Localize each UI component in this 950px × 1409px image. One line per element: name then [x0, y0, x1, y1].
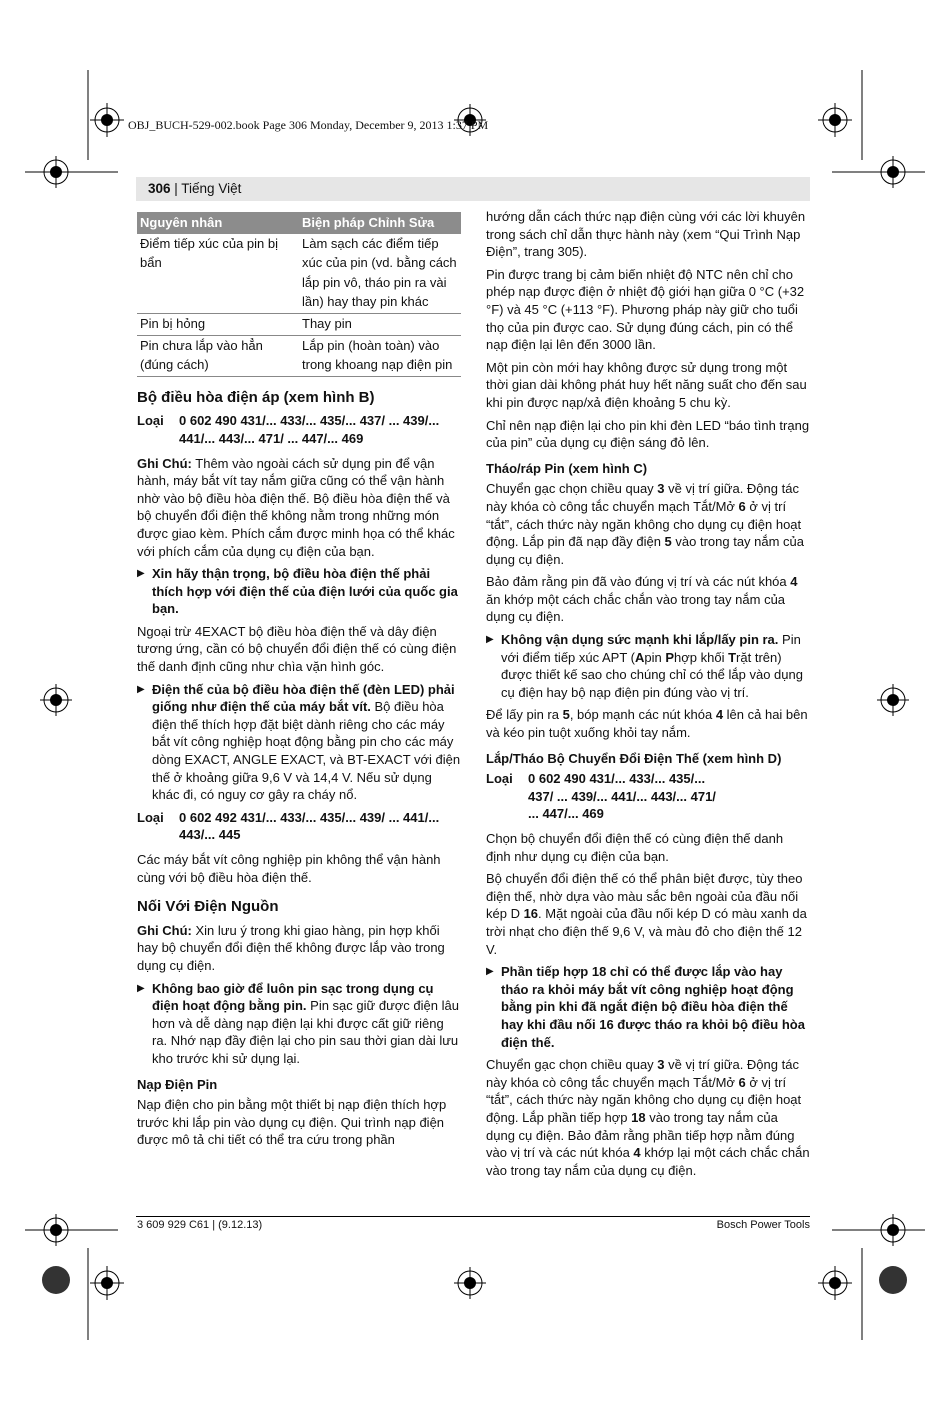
table-row: [137, 313, 461, 335]
table-row: [137, 234, 461, 314]
triangle-bullet-icon: ▶: [137, 982, 145, 994]
triangle-bullet-icon: ▶: [137, 683, 145, 695]
text: Pin với điểm tiếp xúc APT (: [501, 632, 801, 665]
table-cell: Làm sạch các điểm tiếp xúc của pin (vd. bằng cách lắp pin vô, tháo pin ra vài lần) hay thay pin khác: [299, 234, 461, 314]
triangle-bullet-icon: ▶: [486, 634, 494, 646]
paragraph: [486, 573, 810, 626]
table-cell: Điểm tiếp xúc của pin bị bẩn: [137, 234, 299, 314]
heading-adapter: Lắp/Tháo Bộ Chuyển Đổi Điện Thế (xem hình D): [486, 750, 782, 766]
table-row: [137, 335, 461, 376]
bullet-text: Phần tiếp hợp 18 chỉ có thể được lắp vào hay tháo ra khỏi máy bắt vít công nghiệp hoạt động bằng pin khi đã ngắt điện bộ điều hòa điện thế hay khi đầu nối 16 được tháo ra khỏi bộ điều hòa điện thế.: [501, 964, 805, 1050]
bullet-bold-text: Không bao giờ để luôn pin sạc trong dụng cụ điện hoạt động bằng pin.: [152, 980, 434, 1014]
text: Để lấy pin ra: [486, 707, 563, 723]
paragraph: Nạp điện cho pin bằng một thiết bị nạp điện thích hợp trước khi lắp pin vào dụng cụ điện. Qui trình nạp điện được mô tả chi tiết có thể tra cứu trong phần: [137, 1097, 447, 1148]
text: , bóp mạnh các nút khóa: [569, 707, 716, 723]
model-label: Loại: [137, 809, 164, 825]
note-text: Thêm vào ngoài cách sử dụng pin để vận hành, máy bắt vít tay nắm giữa cũng có thể vận hành nhờ vào bộ điều hòa điện thế. Bộ điều hòa điện thế và bộ chuyển đổi điện thế không nằm trong những món được giao kèm. Phích cắm được minh họa có thể khác với phích cắm của dụng cụ điện của bạn.: [137, 455, 455, 559]
bullet-text: Pin sạc giữ được điện lâu hơn và dễ dàng nạp điện lại khi được cất giữ riêng ra. Nhớ nạp đầy điện lại cho pin sau thời gian dài lưu kho trước khi sử dụng lại.: [152, 998, 459, 1066]
text: Chuyển gạc chọn chiều quay: [486, 1057, 658, 1073]
ref-number: 16: [523, 906, 539, 922]
text: ăn khớp một cách chắc chắn vào trong tay nắm của dụng cụ điện.: [486, 591, 786, 625]
table-header-cell: Biện pháp Chỉnh Sửa: [299, 212, 461, 234]
paragraph: [486, 480, 810, 568]
warning-bullet: [486, 963, 810, 1051]
warning-bullet: [137, 565, 461, 618]
text: . Mặt ngoài của đầu nối kép D có màu xanh da trời nhạt cho điện thế 9,6 V, và màu đỏ cho điện thế 12 V.: [486, 906, 807, 957]
paragraph: Các máy bắt vít công nghiệp pin không thể vận hành cùng với bộ điều hòa điện thế.: [137, 852, 441, 885]
text: vào trong tay nắm của dụng cụ điện.: [486, 534, 805, 567]
print-info: OBJ_BUCH-529-002.book Page 306 Monday, December 9, 2013 1:37 PM: [128, 118, 489, 132]
ref-number: 6: [738, 1074, 746, 1090]
warning-bullet: [137, 980, 461, 1068]
ref-number: 4: [790, 574, 798, 590]
ref-number: 5: [562, 707, 570, 723]
page-header: 306 | Tiếng Việt: [148, 181, 242, 196]
note-paragraph: [137, 455, 461, 561]
table-header-cell: Nguyên nhân: [137, 212, 299, 234]
footer-doc-number: 3 609 929 C61 | (9.12.13): [137, 1219, 263, 1231]
text: lên cả hai bên và kéo pin tuột xuống khỏi tay nắm.: [486, 707, 808, 741]
bullet-text: Bộ điều hòa điện thế thích hợp đặt biệt dành riêng cho các máy bắt vít công nghiệp hoạt động bằng pin cho các máy dòng EXACT, ANGLE EXACT, và BT-EXACT với điện thế ở khoảng giữa 9,6 V và 14,4 V. Nếu sử dụng khác đi, có nguy cơ gây ra cháy nổ.: [152, 699, 461, 803]
paragraph: [486, 706, 810, 741]
paragraph: Chỉ nên nạp điện lại cho pin khi đèn LED “báo tình trạng của pin” của dụng cụ điện sáng đỏ lên.: [486, 417, 810, 451]
text: về vị trí giữa. Động tác này khóa cò công tắc chuyển mạch Tắt/Mở: [486, 481, 799, 514]
text: ở vị trí “tắt”, cách thức này ngăn không cho dụng cụ điện hoạt động. Lắp phần tiếp hợp: [486, 1074, 802, 1125]
text: Bảo đảm rằng pin đã vào đúng vị trí và các nút khóa: [486, 574, 791, 590]
warning-bullet: [137, 681, 461, 804]
ref-number: 5: [664, 534, 672, 550]
bullet-text: Xin hãy thận trọng, bộ điều hòa điện thế phải thích hợp với điện thế của điện lưới của quốc gia bạn.: [152, 566, 458, 617]
note-label: Ghi Chú:: [137, 922, 192, 938]
bullet-bold-text: Không vận dụng sức mạnh khi lắp/lấy pin ra.: [501, 632, 779, 648]
ref-number: 3: [657, 1057, 665, 1073]
text: Chuyển gạc chọn chiều quay: [486, 481, 658, 497]
text: pin: [644, 649, 666, 665]
section-title: Tiếng Việt: [181, 181, 242, 196]
note-paragraph: [137, 922, 461, 975]
left-column: [137, 212, 461, 1154]
text: hợp khối: [674, 649, 729, 665]
heading-voltage-regulator: Bộ điều hòa điện áp (xem hình B): [137, 388, 375, 406]
triangle-bullet-icon: ▶: [486, 966, 494, 978]
paragraph: hướng dẫn cách thức nạp điện cùng với các lời khuyên trong sách chỉ dẫn thực hành này (xem “Qui Trình Nạp Điện”, trang 305).: [486, 209, 806, 260]
ref-letter: P: [665, 649, 675, 665]
ref-number: 4: [633, 1145, 641, 1161]
triangle-bullet-icon: ▶: [137, 568, 145, 580]
ref-number: 4: [715, 707, 724, 723]
model-numbers: 0 602 490 431/... 433/... 435/... 437/ ... 439/... 441/... 443/... 471/ ... 447/... 469: [179, 413, 440, 446]
paragraph: [486, 870, 810, 958]
model-list: [137, 412, 461, 447]
footer-brand: Bosch Power Tools: [716, 1219, 810, 1231]
table-cell: Thay pin: [299, 313, 461, 335]
ref-number: 3: [657, 481, 665, 497]
right-column: [486, 208, 810, 1184]
text: về vị trí giữa. Động tác này khóa cò công tắc chuyển mạch Tắt/Mở: [486, 1057, 799, 1090]
page-number: 306: [148, 181, 171, 196]
footer-rule: [136, 1216, 810, 1217]
ref-number: 6: [738, 498, 746, 514]
model-label: Loại: [137, 413, 164, 429]
text: vào trong tay nắm của dụng cụ điện. Bảo đảm rằng phần tiếp hợp nằm đúng vào vị trí và các nút khóa: [486, 1109, 795, 1161]
heading-battery-removal: Tháo/ráp Pin (xem hình C): [486, 460, 648, 476]
model-list: [486, 770, 810, 823]
troubleshooting-table: [137, 212, 461, 377]
heading-charging: Nạp Điện Pin: [137, 1076, 218, 1092]
ref-number: 18: [631, 1109, 646, 1125]
paragraph: Ngoại trừ 4EXACT bộ điều hòa điện thế và dây điện tương ứng, cần có bộ chuyển đổi điện thế có cùng điện thế danh định cũng như chìa vặn hình góc.: [137, 623, 457, 675]
model-list: [137, 809, 461, 844]
paragraph: Chọn bộ chuyển đổi điện thế có cùng điện thế danh định như dụng cụ điện của bạn.: [486, 831, 784, 864]
model-label: Loại: [486, 771, 513, 787]
paragraph: [486, 1056, 810, 1179]
note-label: Ghi Chú:: [137, 455, 192, 471]
ref-letter: A: [635, 649, 645, 665]
model-numbers: 0 602 492 431/... 433/... 435/... 439/ ... 441/... 443/... 445: [179, 809, 440, 843]
table-cell: Lắp pin (hoàn toàn) vào trong khoang nạp điện pin: [299, 335, 461, 376]
note-text: Xin lưu ý trong khi giao hàng, pin hợp khối hay bộ chuyển đổi điện thế không được lắp vào trong dụng cụ điện.: [137, 922, 445, 973]
paragraph: Một pin còn mới hay không được sử dụng trong một thời gian dài không phát huy hết năng suất cho đến sau khi pin được nạp/xả điện khoảng 5 chu kỳ.: [486, 359, 807, 410]
text: rặt trên) được thiết kế sao cho chúng chỉ có thể lắp vào dụng cụ điện hay bộ nạp điện pin đúng vào vị trí.: [501, 649, 803, 700]
table-cell: Pin chưa lắp vào hẳn (đúng cách): [137, 335, 299, 376]
paragraph: Pin được trang bị cảm biến nhiệt độ NTC nên chỉ cho phép nạp được điện ở nhiệt độ giới hạn giữa 0 °C (+32 °F) và 45 °C (+113 °F). Phương pháp này giữ cho tuổi thọ của pin được cao. Sử dụng đúng cách, pin có thể nạp điện lại lên đến 3000 lần.: [486, 266, 805, 353]
table-header-row: [137, 212, 461, 234]
table-cell: Pin bị hỏng: [137, 313, 299, 335]
text: Bộ chuyển đổi điện thế có thể phân biệt được, tùy theo điện thế, nhờ dựa vào màu sắc bên ngoài của đầu nối kép D: [486, 871, 803, 922]
bullet-bold-text: Điện thế của bộ điều hòa điện thế (đèn LED) phải giống như điện thế của máy bắt vít.: [152, 681, 455, 715]
text: khớp lại một cách chắc chắn vào trong tay nắm của dụng cụ điện.: [486, 1145, 810, 1178]
model-numbers: 0 602 490 431/... 433/... 435/... 437/ ... 439/... 441/... 443/... 471/ ... 447/... 469: [528, 771, 716, 822]
ref-letter: T: [728, 649, 737, 665]
text: ở vị trí “tắt”, cách thức này ngăn không cho dụng cụ điện hoạt động. Lắp pin đã nạp đầy điện: [486, 498, 802, 550]
heading-mains: Nối Với Điện Nguồn: [137, 898, 279, 916]
warning-bullet: [486, 631, 810, 701]
